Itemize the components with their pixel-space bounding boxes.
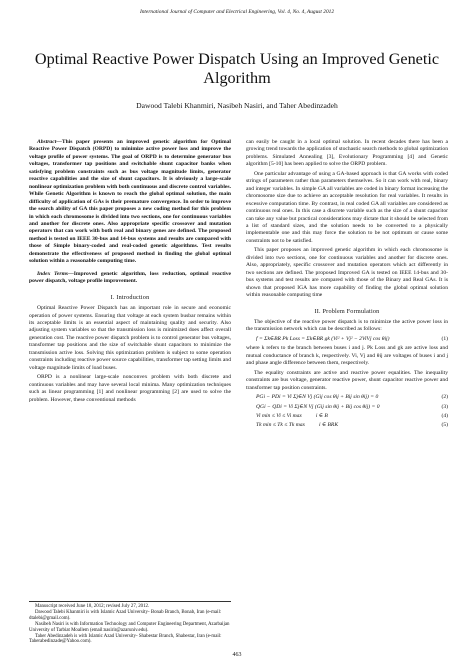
- equation-4: [246, 413, 448, 420]
- abstract-lead: Abstract—: [37, 139, 62, 145]
- journal-header: International Journal of Computer and Electrical Engineering, Vol. 4, No. 4, August 2012: [139, 9, 335, 15]
- abstract: [29, 139, 231, 266]
- right-paragraph-3: This paper proposes an improved genetic algorithm in which each chromosome is divided into two sections, one for continuous variables and another for discrete ones. Also, appropriately, specific crossover and mutation operators which act differently in two sections are defined. The proposed Improved GA is tested on IEEE 14-bus and 30-bus systems and test results are compared with those of the Binary and Real GAs. It is shown that proposed IGA has more capability of finding the global optimal solution within reasonable computing time: [246, 247, 448, 299]
- equation-5-body: Tk min ≤ Tk ≤ Tk max i ∈ BRK: [256, 422, 339, 429]
- intro-paragraph-2: ORPD is a nonlinear large-scale nonconvex problem with both discrete and continuous variables and may have several local minima. Many optimization techniques such as linear programming [1] and nonlinear programming [2] are used to solve the problem. However, these conventional methods: [29, 374, 231, 403]
- right-paragraph-2: One particular advantage of using a GA-based approach is that GA works with coded strings of parameters rather than parameters themselves. So it can work with real, binary and integer variables. In simple GA all variables are coded in binary format increasing the chromosome size due to achieve an acceptable resolution for real variables. It results in excessive computation time. By contrast, in real coded GA all variables are considered as continuous real ones. In this case a discrete variable such as the size of a shunt capacitor can take any value but practical considerations may dictate that it should be selected from a list of standard sizes, and the solution needs to be converted to a physically implementable one and this may force the solution to be not optimum or cause some constraints not to be satisfied.: [246, 170, 448, 244]
- page-number: 463: [232, 652, 242, 658]
- equation-5: [246, 422, 448, 429]
- equation-1-number: (1): [441, 335, 448, 342]
- index-terms: [29, 271, 231, 286]
- equation-2-number: (2): [441, 394, 448, 401]
- section-heading-introduction: I. Introduction: [110, 293, 150, 301]
- footnote-received: Manuscript received June 18, 2012; revised July 27, 2012.: [35, 604, 150, 609]
- footnotes: [29, 601, 231, 645]
- footnote-author-3: Taher Abedinzadeh is with Islamic Azad University- Shabestar Branch, Shabestar, Iran (e-mail: Taherabedinzade@Yahoo.com).: [29, 633, 222, 645]
- section-heading-problem-formulation: II. Problem Formulation: [314, 307, 380, 315]
- equation-4-body: Vi min ≤ Vi ≤ Vi max i ∈ B: [256, 412, 328, 419]
- abstract-text: This paper presents an improved genetic algorithm for Optimal Reactive Power Dispatch (ORPD) to minimize active power loss and improve the voltage profile of power systems. The goal of ORPD is to determine generator bus voltages, transformer tap positions and switchable shunt capacitor banks when satisfying problem constraints such as bus voltage magnitude limits, generator reactive capabilities and the size of shunt capacitors. It is obviously a large-scale nonlinear optimization problem with both continuous and discrete control variables. While Genetic Algorithm is known to reach the global optimal solution, the main difficulty of application of GAs is their premature convergence. In order to improve the search ability of GA this paper proposes a new coding method for this problem in which each chromosome is divided into two sections, one for continuous variables and another for discrete ones. Also appropriate specific crossover and mutation operators that can work with both real and binary genes are defined. The proposed method is tested on IEEE 30-bus and 14-bus systems and results are compared with those of Simple binary-coded and real-coded genetic algorithms. Test results demonstrate the effectiveness of proposed method in finding the global optimal solution within a reasonable computing time.: [29, 139, 231, 265]
- equation-2: [246, 394, 448, 401]
- footnote-author-2: Nasibeh Nasiri is with Information Technology and Computer Engineering Department, Azarbaijan University of Tarbiat Moallem (email:nasirir@azaruniv.edu).: [29, 621, 230, 633]
- intro-paragraph-1: Optimal Reactive Power Dispatch has an important role in secure and economic operation of power systems. Ensuring that voltage at each system busbar remains within its acceptable limits is an essential aspect of maintaining quality and security. Also adjusting system variables so that the transmission loss is minimized does affect overall generation cost. The reactive power dispatch problem is to control generator bus voltages, transformer tap positions and the size of switchable shunt capacitors to minimize the transmission active loss. Solving this optimization problem is subject to some operation constraints including reactive power source capabilities, transformer tap setting limits and voltage magnitude limits of load buses.: [29, 305, 231, 371]
- equation-1: [246, 336, 448, 343]
- equation-4-number: (4): [441, 412, 448, 419]
- equation-2-body: PGi − PDi = Vi Σj∈N Vj (Gij cos θij + Bij sin θij) = 0: [256, 394, 379, 401]
- left-column: [29, 139, 231, 406]
- right-paragraph-6: The equality constraints are active and reactive power equalities. The inequality constraints are bus voltage, generator reactive power, shunt capacitor reactive power and transformer tap position constraints.: [246, 369, 448, 391]
- equation-3-number: (3): [441, 403, 448, 410]
- equation-3: [246, 404, 448, 411]
- index-terms-lead: Index Terms—: [37, 270, 74, 277]
- right-column: [246, 139, 448, 432]
- index-terms-text: Improved genetic algorithm, loss reduction, optimal reactive power dispatch, voltage profile improvement.: [29, 270, 231, 285]
- right-paragraph-4: The objective of the reactive power dispatch is to minimize the active power loss in the transmission network which can be described as follows:: [246, 318, 448, 333]
- paper-title: Optimal Reactive Power Dispatch Using an Improved Genetic Algorithm: [34, 50, 440, 87]
- equation-1-body: f = Σk∈BR Pk Loss = Σk∈BR gk (Vi² + Vj² − 2ViVj cos θij): [256, 335, 390, 342]
- right-paragraph-1: can easily be caught in a local optimal solution. In recent decades there has been a growing trend towards the application of stochastic search methods to global optimization problems. Simulated Annealing [3], Evolutionary Programming [4] and Genetic algorithm [5-10] has been applied to solve the ORPD problem.: [246, 139, 448, 168]
- equation-3-body: QGi − QDi = Vi Σj∈N Vj (Gij sin θij + Bij cos θij) = 0: [256, 403, 380, 410]
- author-list: Dawood Talebi Khanmiri, Nasibeh Nasiri, and Taher Abedinzadeh: [136, 101, 338, 110]
- right-paragraph-5: where k refers to the branch between buses i and j. Pk Loss and gk are active loss and mutual conductance of branch k, respectively. Vi, Vj and θij are voltages of buses i and j and phase angle difference between them, respectively.: [246, 345, 448, 367]
- footnote-author-1: Dawood Talebi Khanmiri is with Islamic Azad University- Bonab Branch, Bonab, Iran (e-mail: dtalebi@gmail.com).: [29, 609, 222, 621]
- equation-5-number: (5): [441, 422, 448, 429]
